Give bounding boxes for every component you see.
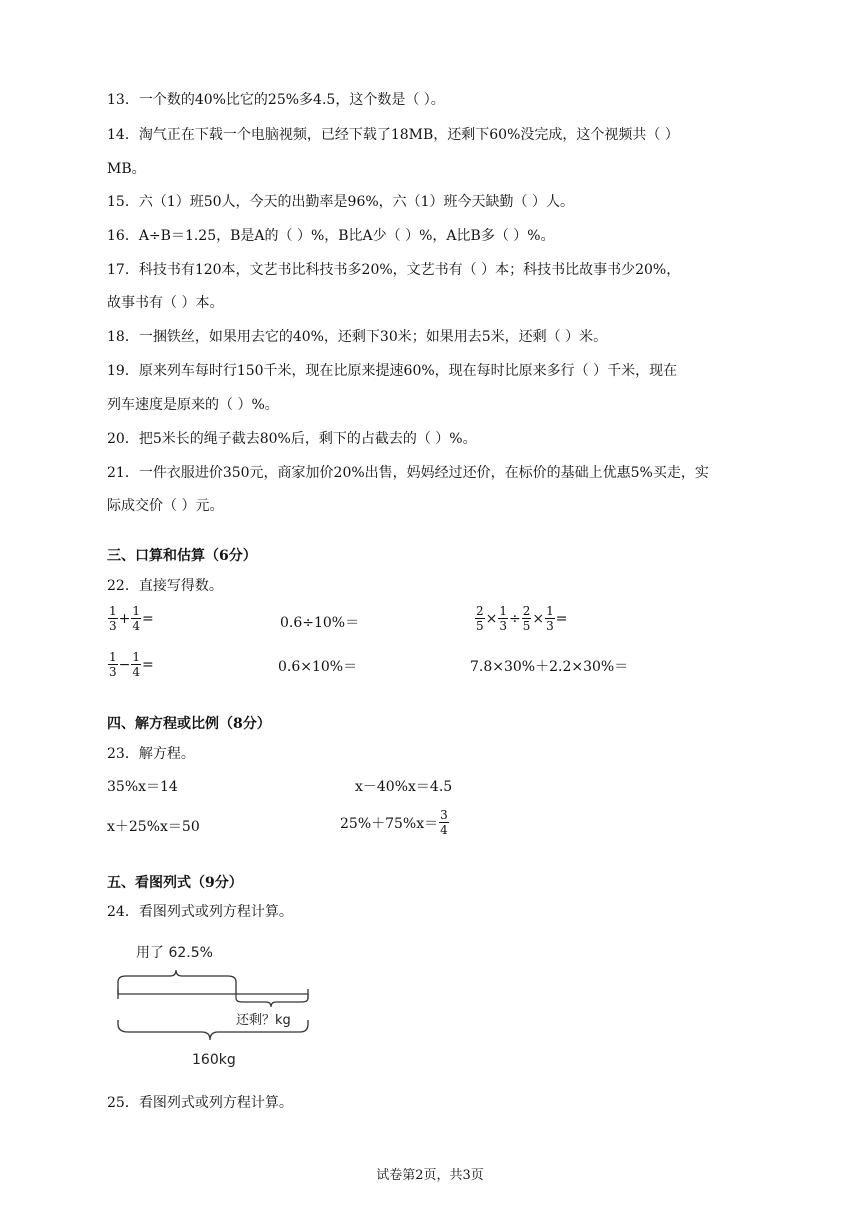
- question-14: 14．淘气正在下载一个电脑视频，已经下载了18MB，还剩下60%没完成，这个视频共（ ）: [107, 127, 679, 143]
- line-segment-diagram: [110, 936, 320, 1071]
- fraction: $\frac{1}{3}$: [546, 604, 554, 633]
- question-21: 21．一件衣服进价350元，商家加价20%出售，妈妈经过还价，在标价的基础上优惠5%买走，实: [107, 465, 709, 481]
- fraction: $\frac{1}{4}$: [132, 604, 141, 633]
- expr-fraction-add: $\frac{1}{3}$ + $\frac{1}{4}$ =: [109, 604, 154, 633]
- question-24: 24．看图列式或列方程计算。: [107, 904, 293, 920]
- section-5-heading: 五、看图列式（9分）: [107, 875, 243, 891]
- equation-2: x－40%x＝4.5: [355, 779, 453, 795]
- expr-divide-percent: 0.6÷10%＝: [280, 615, 360, 631]
- expr-fraction-subtract: $\frac{1}{3}$ − $\frac{1}{4}$ =: [109, 650, 154, 679]
- question-19-cont: 列车速度是原来的（ ）%。: [107, 397, 279, 413]
- used-brace: [118, 970, 236, 994]
- question-17-cont: 故事书有（ ）本。: [107, 295, 224, 311]
- fraction: $\frac{1}{3}$: [109, 650, 117, 679]
- fraction: $\frac{3}{4}$: [440, 808, 448, 837]
- equation-4: 25%＋75%x＝ $\frac{3}{4}$: [340, 808, 448, 837]
- section-3-heading: 三、口算和估算（6分）: [107, 548, 257, 564]
- remaining-brace: [236, 994, 308, 1007]
- question-23: 23．解方程。: [107, 746, 195, 762]
- question-21-cont: 际成交价（ ）元。: [107, 498, 224, 514]
- fraction: $\frac{1}{4}$: [132, 650, 141, 679]
- question-19: 19．原来列车每时行150千米，现在比原来提速60%，现在每时比原来多行（ ）千米，现在: [107, 363, 678, 379]
- used-label: 用了 62.5%: [136, 945, 213, 961]
- equation-3: x＋25%x＝50: [107, 819, 200, 835]
- question-16: 16．A÷B＝1.25，B是A的（ ）%，B比A少（ ）%，A比B多（ ）%。: [107, 228, 555, 244]
- question-14-cont: MB。: [107, 161, 146, 177]
- fraction: $\frac{2}{5}$: [522, 604, 531, 633]
- expr-distributive: 7.8×30%＋2.2×30%＝: [470, 659, 629, 675]
- section-4-heading: 四、解方程或比例（8分）: [107, 716, 271, 732]
- equation-1: 35%x＝14: [107, 779, 178, 795]
- remaining-label: 还剩？kg: [236, 1013, 291, 1028]
- total-label: 160kg: [192, 1052, 236, 1068]
- question-18: 18．一捆铁丝，如果用去它的40%，还剩下30米；如果用去5米，还剩（ ）米。: [107, 329, 608, 345]
- question-15: 15．六（1）班50人，今天的出勤率是96%，六（1）班今天缺勤（ ）人。: [107, 194, 575, 210]
- question-13: 13．一个数的40%比它的25%多4.5，这个数是（ ）。: [107, 92, 445, 108]
- question-22: 22．直接写得数。: [107, 578, 223, 594]
- expr-fraction-chain: $\frac{2}{5}$ × $\frac{1}{3}$ ÷ $\frac{2}{5}$ × $\frac{1}{3}$ =: [476, 604, 568, 633]
- question-25: 25．看图列式或列方程计算。: [107, 1095, 293, 1111]
- fraction: $\frac{1}{3}$: [499, 604, 508, 633]
- fraction: $\frac{2}{5}$: [476, 604, 484, 633]
- question-20: 20．把5米长的绳子截去80%后，剩下的占截去的（ ）%。: [107, 431, 477, 447]
- expr-multiply-percent: 0.6×10%＝: [278, 659, 358, 675]
- question-17: 17．科技书有120本，文艺书比科技书多20%，文艺书有（ ）本；科技书比故事书少20%，: [107, 262, 681, 278]
- page-footer: 试卷第2页，共3页: [376, 1168, 484, 1183]
- fraction: $\frac{1}{3}$: [109, 604, 117, 633]
